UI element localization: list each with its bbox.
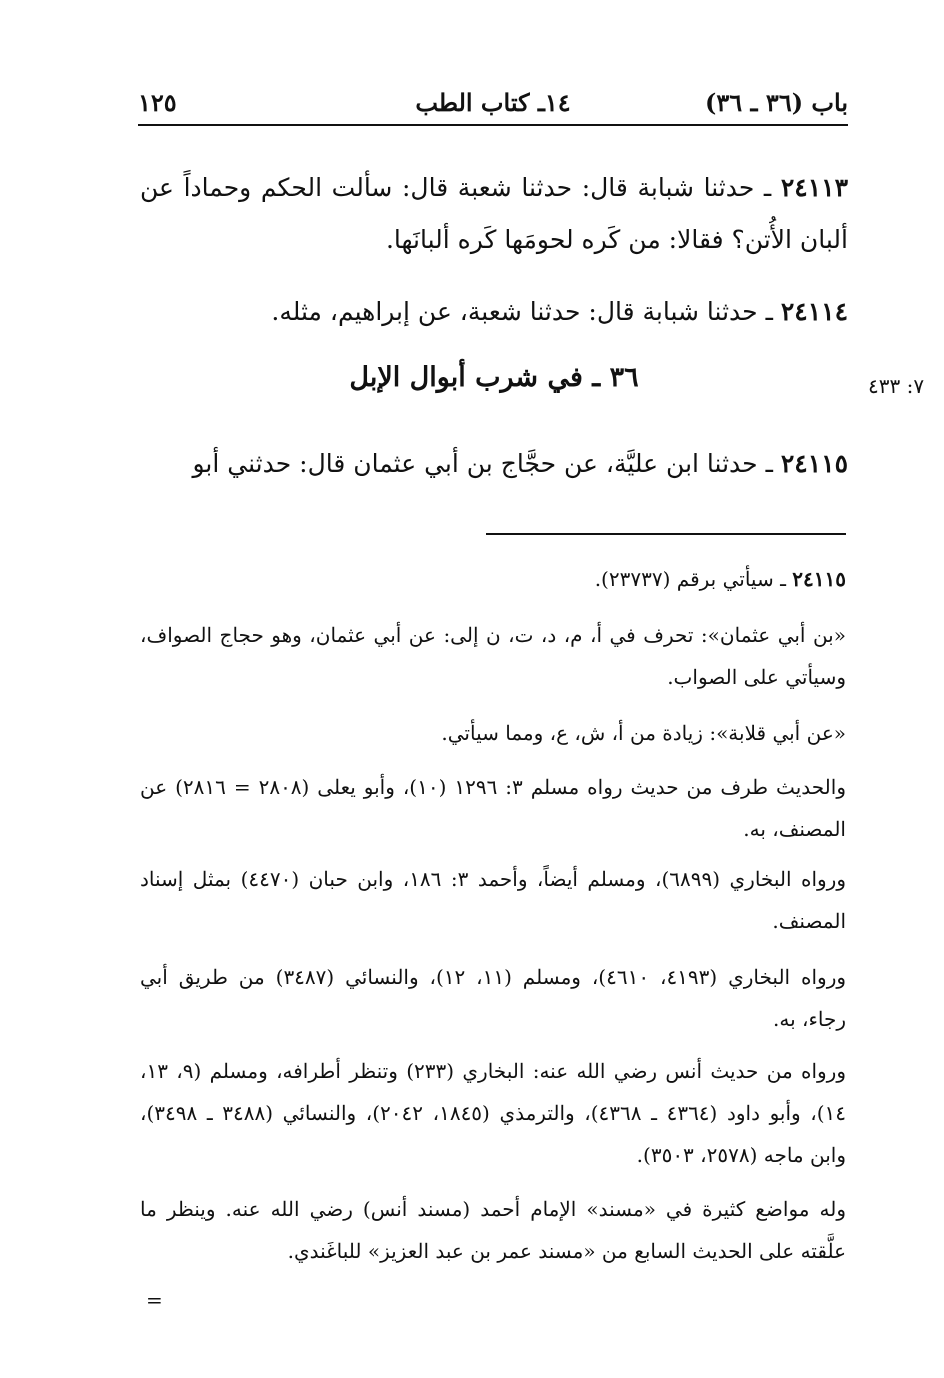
chapter-title: ١٤ـ كتاب الطب (415, 88, 571, 117)
hadith-number: ٢٤١١٤ (780, 297, 848, 326)
hadith-number: ٢٤١١٥ (780, 449, 848, 478)
footnote-7: ورواه من حديث أنس رضي الله عنه: البخاري (٢٣٣) وتنظر أطرافه، ومسلم (٩، ١٣، ١٤)، وأبو داود (٤٣٦٤ ـ ٤٣٦٨)، والترمذي (١٨٤٥، ٢٠٤٢)، والنسائي (٣٤٨٨ ـ ٣٤٩٨)، وابن ماجه (٢٥٧٨، ٣٥٠٣). (140, 1059, 847, 1167)
footnote-number: ٢٤١١٥ (792, 567, 846, 591)
hadith-24114 (140, 286, 848, 338)
footnote-3: «عن أبي قلابة»: زيادة من أ، ش، ع، ومما سيأتي. (441, 721, 846, 745)
footnote-8: وله مواضع كثيرة في «مسند» الإمام أحمد (مسند أنس) رضي الله عنه. وينظر ما علَّقته على الحديث السابع من «مسند عمر بن عبد العزيز» للباغَندي. (140, 1197, 846, 1263)
header-rule (138, 124, 848, 126)
hadith-text: ـ حدثنا ابن عليَّة، عن حجَّاج بن أبي عثمان قال: حدثني أبو (192, 449, 781, 478)
page-number: ١٢٥ (138, 88, 177, 117)
hadith-text: ـ حدثنا شبابة قال: حدثنا شعبة، عن إبراهيم، مثله. (271, 297, 781, 326)
footnote-5: ورواه البخاري (٦٨٩٩)، ومسلم أيضاً، وأحمد ٣: ١٨٦، وابن حبان (٤٤٧٠) بمثل إسناد المصنف. (140, 867, 846, 933)
footnote-2: «بن أبي عثمان»: تحرف في أ، م، د، ت، ن إلى: عن أبي عثمان، وهو حجاج الصواف، وسيأتي على الصواب. (140, 623, 846, 689)
page-header (138, 82, 848, 126)
hadith-text: ـ حدثنا شبابة قال: حدثنا شعبة قال: سألت الحكم وحماداً عن ألبان الأُتن؟ فقالا: من كَره لحومَها كَره ألبانَها. (140, 173, 848, 254)
footnote-text: ـ سيأتي برقم (٢٣٧٣٧). (594, 567, 793, 591)
section-title: ٣٦ ـ في شرب أبوال الإبل (349, 362, 639, 393)
hadith-number: ٢٤١١٣ (780, 173, 848, 202)
continuation-mark: = (146, 1288, 163, 1312)
hadith-24113 (140, 162, 848, 266)
footnote-1 (140, 558, 846, 600)
footnote-4: والحديث طرف من حديث رواه مسلم ٣: ١٢٩٦ (١٠)، وأبو يعلى (٢٨٠٨ = ٢٨١٦) عن المصنف، به. (140, 775, 846, 841)
hadith-24115 (140, 438, 848, 490)
bab-range: باب (٣٦ ـ ٣٦) (705, 88, 848, 117)
footnote-separator (486, 533, 846, 535)
margin-reference: ٧: ٤٣٣ (868, 374, 925, 398)
footnote-6: ورواه البخاري (٤١٩٣، ٤٦١٠)، ومسلم (١١، ١٢)، والنسائي (٣٤٨٧) من طريق أبي رجاء، به. (140, 965, 847, 1031)
